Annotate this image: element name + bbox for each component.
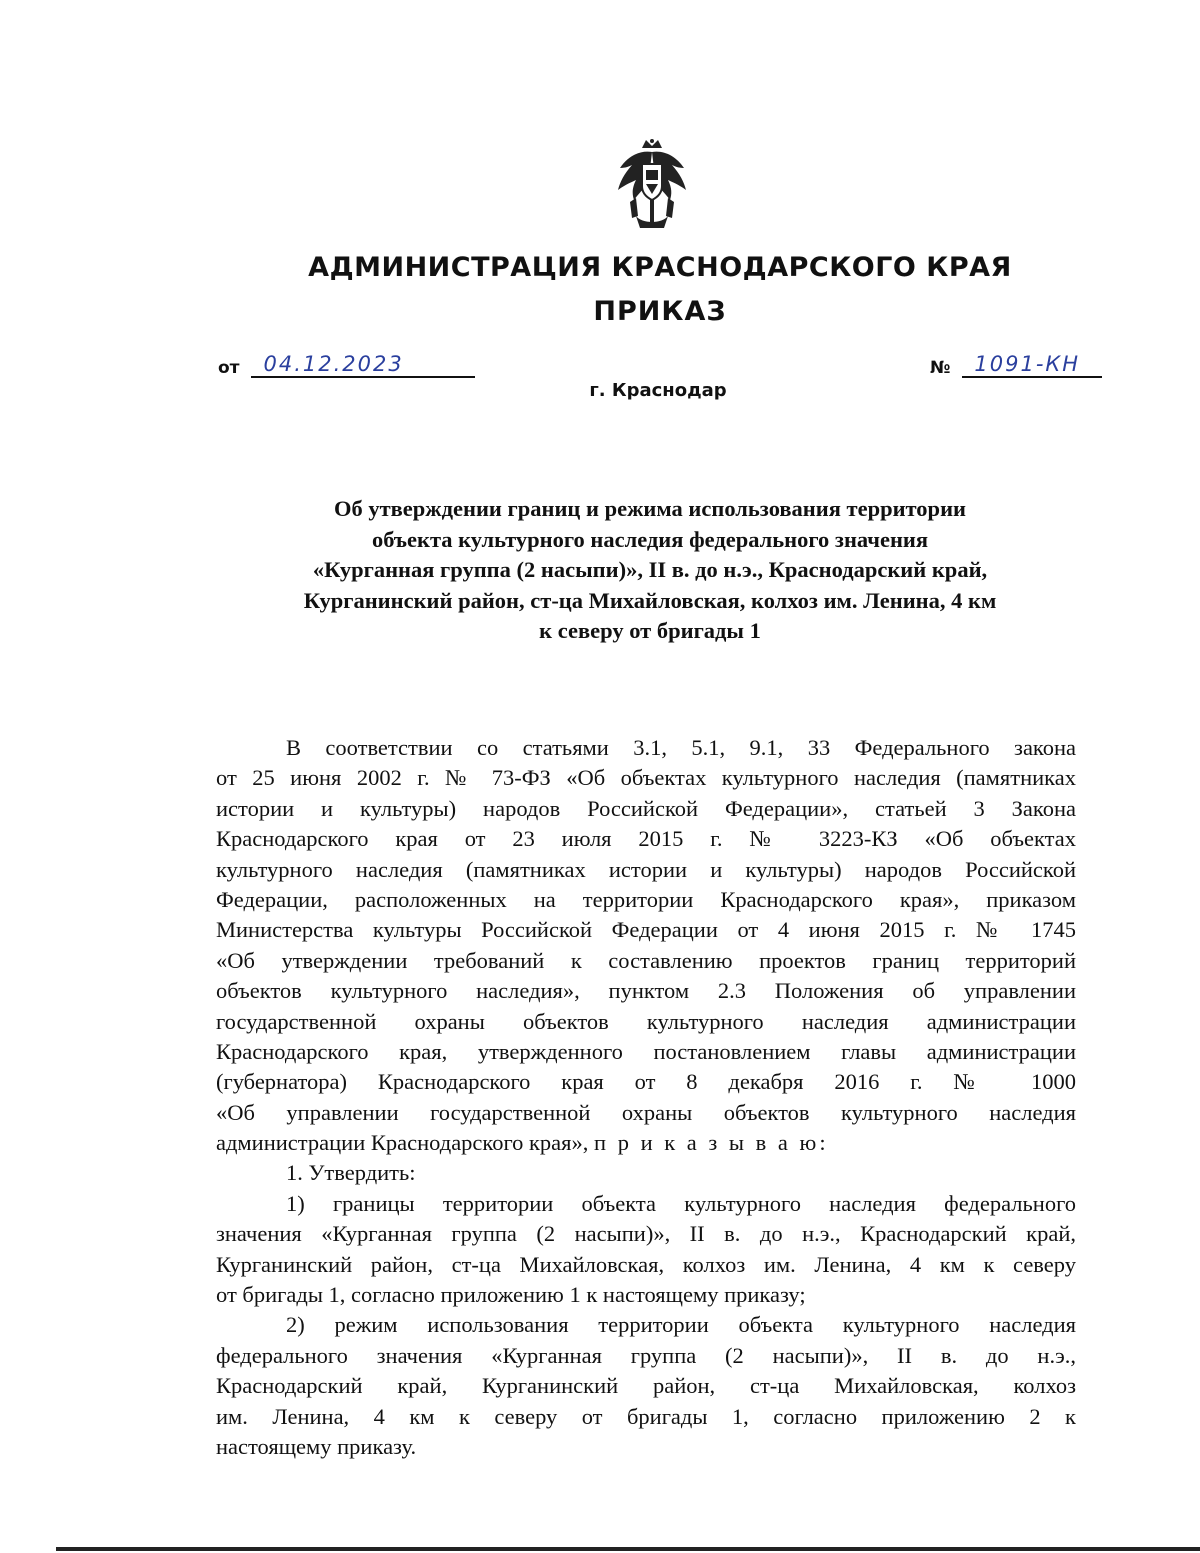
coat-of-arms-emblem: [612, 138, 692, 230]
sub-item-line: Краснодарский край, Курганинский район, ст-ца Михайловская, колхоз: [216, 1373, 1076, 1399]
order-word: п р и к а з ы в а ю:: [594, 1130, 829, 1156]
body-line-order: [216, 1128, 1076, 1158]
handwritten-date: 04.12.2023: [263, 352, 404, 376]
body-line: «Об утверждении требований к составлению проектов границ территорий: [216, 947, 1076, 973]
sub-item-line: 2) режим использования территории объекта культурного наследия: [286, 1312, 1076, 1338]
document-type: ПРИКАЗ: [593, 296, 727, 327]
body-line: государственной охраны объектов культурного наследия администрации: [216, 1008, 1076, 1034]
number-field: [930, 352, 1102, 378]
body-line: «Об управлении государственной охраны объектов культурного наследия: [216, 1099, 1076, 1125]
order-title-line: объекта культурного наследия федерального значения: [371, 526, 929, 552]
body-line: истории и культуры) народов Российской Федерации», статьей 3 Закона: [216, 795, 1076, 821]
body-line: Краснодарского края, утвержденного постановлением главы администрации: [216, 1038, 1076, 1064]
body-line: объектов культурного наследия», пунктом 2.3 Положения об управлении: [216, 978, 1076, 1004]
sub-item-line: 1) границы территории объекта культурного наследия федерального: [286, 1190, 1076, 1216]
number-prefix: №: [930, 358, 951, 378]
sub-item-line: им. Ленина, 4 км к северу от бригады 1, согласно приложению 2 к: [216, 1403, 1076, 1429]
sub-item-line: от бригады 1, согласно приложению 1 к настоящему приказу;: [216, 1282, 806, 1308]
sub-item-line: федерального значения «Курганная группа (2 насыпи)», II в. до н.э.,: [216, 1342, 1076, 1368]
body-line: Краснодарского края от 23 июля 2015 г. № 3223-КЗ «Об объектах: [216, 826, 1076, 852]
date-prefix: от: [218, 358, 240, 378]
body-line: В соответствии со статьями 3.1, 5.1, 9.1, 33 Федерального закона: [286, 735, 1076, 760]
handwritten-number: 1091-КН: [974, 352, 1081, 376]
order-title: [200, 494, 1100, 647]
order-title-line: Курганинский район, ст-ца Михайловская, колхоз им. Ленина, 4 км: [303, 587, 997, 613]
date-underline: [251, 352, 475, 378]
body-line: от 25 июня 2002 г. № 73-ФЗ «Об объектах культурного наследия (памятниках: [216, 765, 1076, 791]
order-title-line: «Курганная группа (2 насыпи)», II в. до н.э., Краснодарский край,: [312, 557, 988, 582]
date-field: [218, 352, 475, 378]
body-line: Федерации, расположенных на территории Краснодарского края», приказом: [216, 886, 1076, 912]
page-bottom-edge: [56, 1547, 1200, 1551]
body-line-text: администрации Краснодарского края»,: [216, 1130, 589, 1156]
number-underline: [962, 352, 1102, 378]
order-title-line: Об утверждении границ и режима использования территории: [333, 496, 967, 521]
city-name: г. Краснодар: [589, 380, 727, 401]
body-line: Министерства культуры Российской Федерации от 4 июня 2015 г. № 1745: [216, 917, 1076, 943]
order-body: [216, 733, 1076, 1462]
sub-item-line: значения «Курганная группа (2 насыпи)», II в. до н.э., Краснодарский край,: [216, 1221, 1076, 1247]
sub-item-line: Курганинский район, ст-ца Михайловская, колхоз им. Ленина, 4 км к северу: [216, 1251, 1076, 1277]
organization-title: АДМИНИСТРАЦИЯ КРАСНОДАРСКОГО КРАЯ: [308, 252, 1012, 283]
item-approve: 1. Утвердить:: [286, 1160, 416, 1186]
order-title-line: к северу от бригады 1: [539, 618, 761, 643]
sub-item-line: настоящему приказу.: [216, 1433, 417, 1459]
body-line: культурного наследия (памятниках истории и культуры) народов Российской: [216, 856, 1076, 882]
body-line: (губернатора) Краснодарского края от 8 декабря 2016 г. № 1000: [216, 1069, 1076, 1095]
